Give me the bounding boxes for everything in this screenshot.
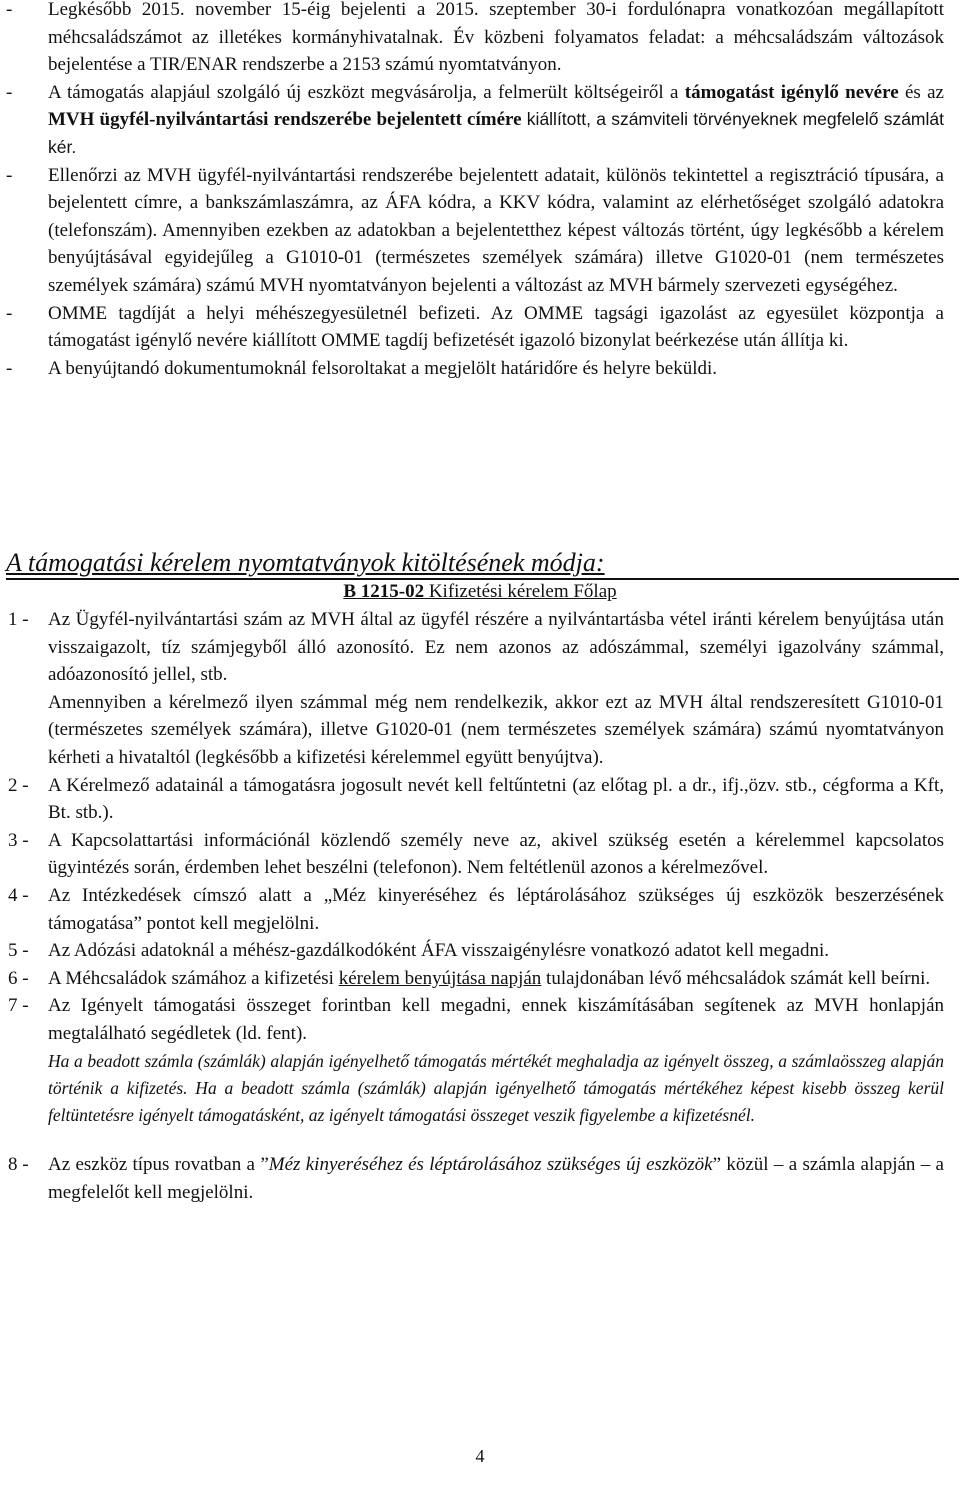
- list-item: [0, 162, 944, 300]
- section-heading: [6, 548, 959, 580]
- item-number: 6 -: [8, 967, 29, 989]
- item-text: Az Ügyfél-nyilvántartási szám az MVH által az ügyfél részére a nyilvántartásba vétel iránti kérelem benyújtása után visszaigazolt, tíz számjegyből álló azonosító. Ez nem azonos az adószámmal, személyi igazolvány számmal, adóazonosító jellel, stb.: [48, 609, 944, 686]
- italic-note-text: Ha a beadott számla (számlák) alapján igényelhető támogatás mértékét meghaladja az igényelt összeg, a számlaösszeg alapján történik a kifizetés. Ha a beadott számla (számlák) alapján igényelhető támogatás mértékéhez képest kisebb összeg kerül feltüntetésre igényelt támogatásként, az igényelt támogatási összeget veszik figyelembe a kifizetésnél.: [48, 1050, 944, 1126]
- list-item: [0, 300, 944, 355]
- list-item-text: A támogatás alapjául szolgáló új eszközt megvásárolja, a felmerült költségeiről a: [48, 81, 685, 103]
- item-number: 7 -: [8, 995, 29, 1017]
- item-text: Az eszköz típus rovatban a ”: [48, 1154, 269, 1176]
- numbered-item: [0, 965, 944, 993]
- bullet-dash: -: [6, 164, 13, 186]
- item-number: 4 -: [8, 884, 29, 906]
- list-item: [0, 0, 944, 79]
- bullet-dash: -: [6, 0, 13, 20]
- numbered-item: [0, 606, 944, 689]
- list-item-text: kiállított, a számviteli törvényeknek megfelelő számlát kér.: [48, 109, 944, 157]
- form-code: B 1215-02: [343, 581, 425, 602]
- list-item-text: Legkésőbb 2015. november 15-éig bejelenti a 2015. szeptember 30-i fordulónapra vonatkozóan megállapított méhcsaládszámot az illetékes kormányhivatalnak. Év közbeni folyamatos feladat: a méhcsaládszám változások bejelentése a TIR/ENAR rendszerbe a 2153 számú nyomtatványon.: [48, 0, 944, 76]
- numbered-item: [0, 882, 944, 937]
- item-number: 2 -: [8, 774, 29, 796]
- list-item-text: és az: [898, 81, 944, 103]
- list-item-text: Ellenőrzi az MVH ügyfél-nyilvántartási rendszerébe bejelentett adatait, különös tekintettel a regisztráció típusára, a bejelentett címre, a bankszámlaszámra, az ÁFA kódra, a KKV kódra, valamint az elérhetőséget szolgáló adatokra (telefonszám). Amennyiben ezekben az adatokban a bejelentetthez képest változás történt, úgy legkésőbb a kérelem benyújtásával egyidejűleg a G1010-01 (természetes személyek számára) illetve G1020-01 (nem természetes személyek számára) számú MVH nyomtatványon bejelenti a változást az MVH bármely szervezeti egységéhez.: [48, 164, 944, 296]
- italic-text: Méz kinyeréséhez és léptárolásához szükséges új eszközök: [268, 1154, 713, 1176]
- item-text: A Kapcsolattartási információnál közlendő személy neve az, akivel szükség esetén a kérelemmel kapcsolatos ügyintézés során, érdemben lehet beszélni (telefonon). Nem feltétlenül azonos a kérelmezővel.: [48, 829, 944, 879]
- list-item-text: OMME tagdíját a helyi méhészegyesületnél befizeti. Az OMME tagsági igazolást az egyesület központja a támogatást igénylő nevére kiállított OMME tagdíj befizetését igazoló bizonylat beérkezése után állítja ki.: [48, 302, 944, 352]
- item-text: A Méhcsaládok számához a kifizetési: [48, 967, 339, 989]
- item-number: 8 -: [8, 1154, 29, 1176]
- bullet-dash: -: [6, 357, 13, 379]
- section-heading-text: A támogatási kérelem nyomtatványok kitöltésének módja:: [6, 548, 605, 577]
- item-continuation: [0, 689, 944, 772]
- numbered-instructions: [0, 606, 944, 1207]
- item-number: 1 -: [8, 609, 29, 630]
- item-text: tulajdonában lévő méhcsaládok számát kell beírni.: [541, 967, 931, 989]
- item-text: Amennyiben a kérelmező ilyen számmal még nem rendelkezik, akkor ezt az MVH által rendszeresített G1010-01 (természetes személyek számára), illetve G1020-01 (nem természetes személyek számára) számú nyomtatványon kérheti a hivataltól (legkésőbb a kifizetési kérelemmel együtt benyújtva).: [48, 691, 944, 768]
- numbered-item: [0, 772, 944, 827]
- italic-note: [0, 1048, 944, 1130]
- numbered-item: [0, 827, 944, 882]
- bold-text: támogatást igénylő nevére: [684, 81, 899, 103]
- list-item: [0, 355, 944, 383]
- list-item: [0, 79, 944, 162]
- item-number: 3 -: [8, 829, 29, 851]
- item-text: A Kérelmező adatainál a támogatásra jogosult nevét kell feltűntetni (az előtag pl. a dr., ifj.,özv. stb., cégforma a Kft, Bt. stb.).: [48, 774, 944, 824]
- bullet-dash: -: [6, 81, 13, 103]
- item-text: ” közül – a számla alapján – a megfelelőt kell megjelölni.: [48, 1154, 944, 1203]
- form-title: Kifizetési kérelem Főlap: [424, 581, 617, 602]
- item-text: Az Intézkedések címszó alatt a „Méz kinyeréséhez és léptárolásához szükséges új eszközök beszerzésének támogatása” pontot kell megjelölni.: [48, 884, 944, 934]
- top-bullet-list: [0, 0, 944, 382]
- item-text: Az Adózási adatoknál a méhész-gazdálkodóként ÁFA visszaigénylésre vonatkozó adatot kell megadni.: [48, 940, 830, 962]
- bullet-dash: -: [6, 302, 13, 324]
- item-number: 5 -: [8, 940, 29, 962]
- bold-text: MVH ügyfél-nyilvántartási rendszerébe bejelentett címére: [48, 109, 522, 131]
- numbered-item: [0, 992, 944, 1047]
- list-item-text: A benyújtandó dokumentumoknál felsoroltakat a megjelölt határidőre és helyre beküldi.: [48, 357, 718, 379]
- numbered-item: [0, 1151, 944, 1206]
- underlined-text: kérelem benyújtása napján: [338, 967, 542, 989]
- page-number: 4: [475, 1446, 485, 1466]
- numbered-item: [0, 937, 944, 965]
- item-text: Az Igényelt támogatási összeget forintban kell megadni, ennek kiszámításában segítenek az MVH honlapján megtalálható segédletek (ld. fent).: [48, 995, 944, 1044]
- form-subheading: [0, 578, 960, 606]
